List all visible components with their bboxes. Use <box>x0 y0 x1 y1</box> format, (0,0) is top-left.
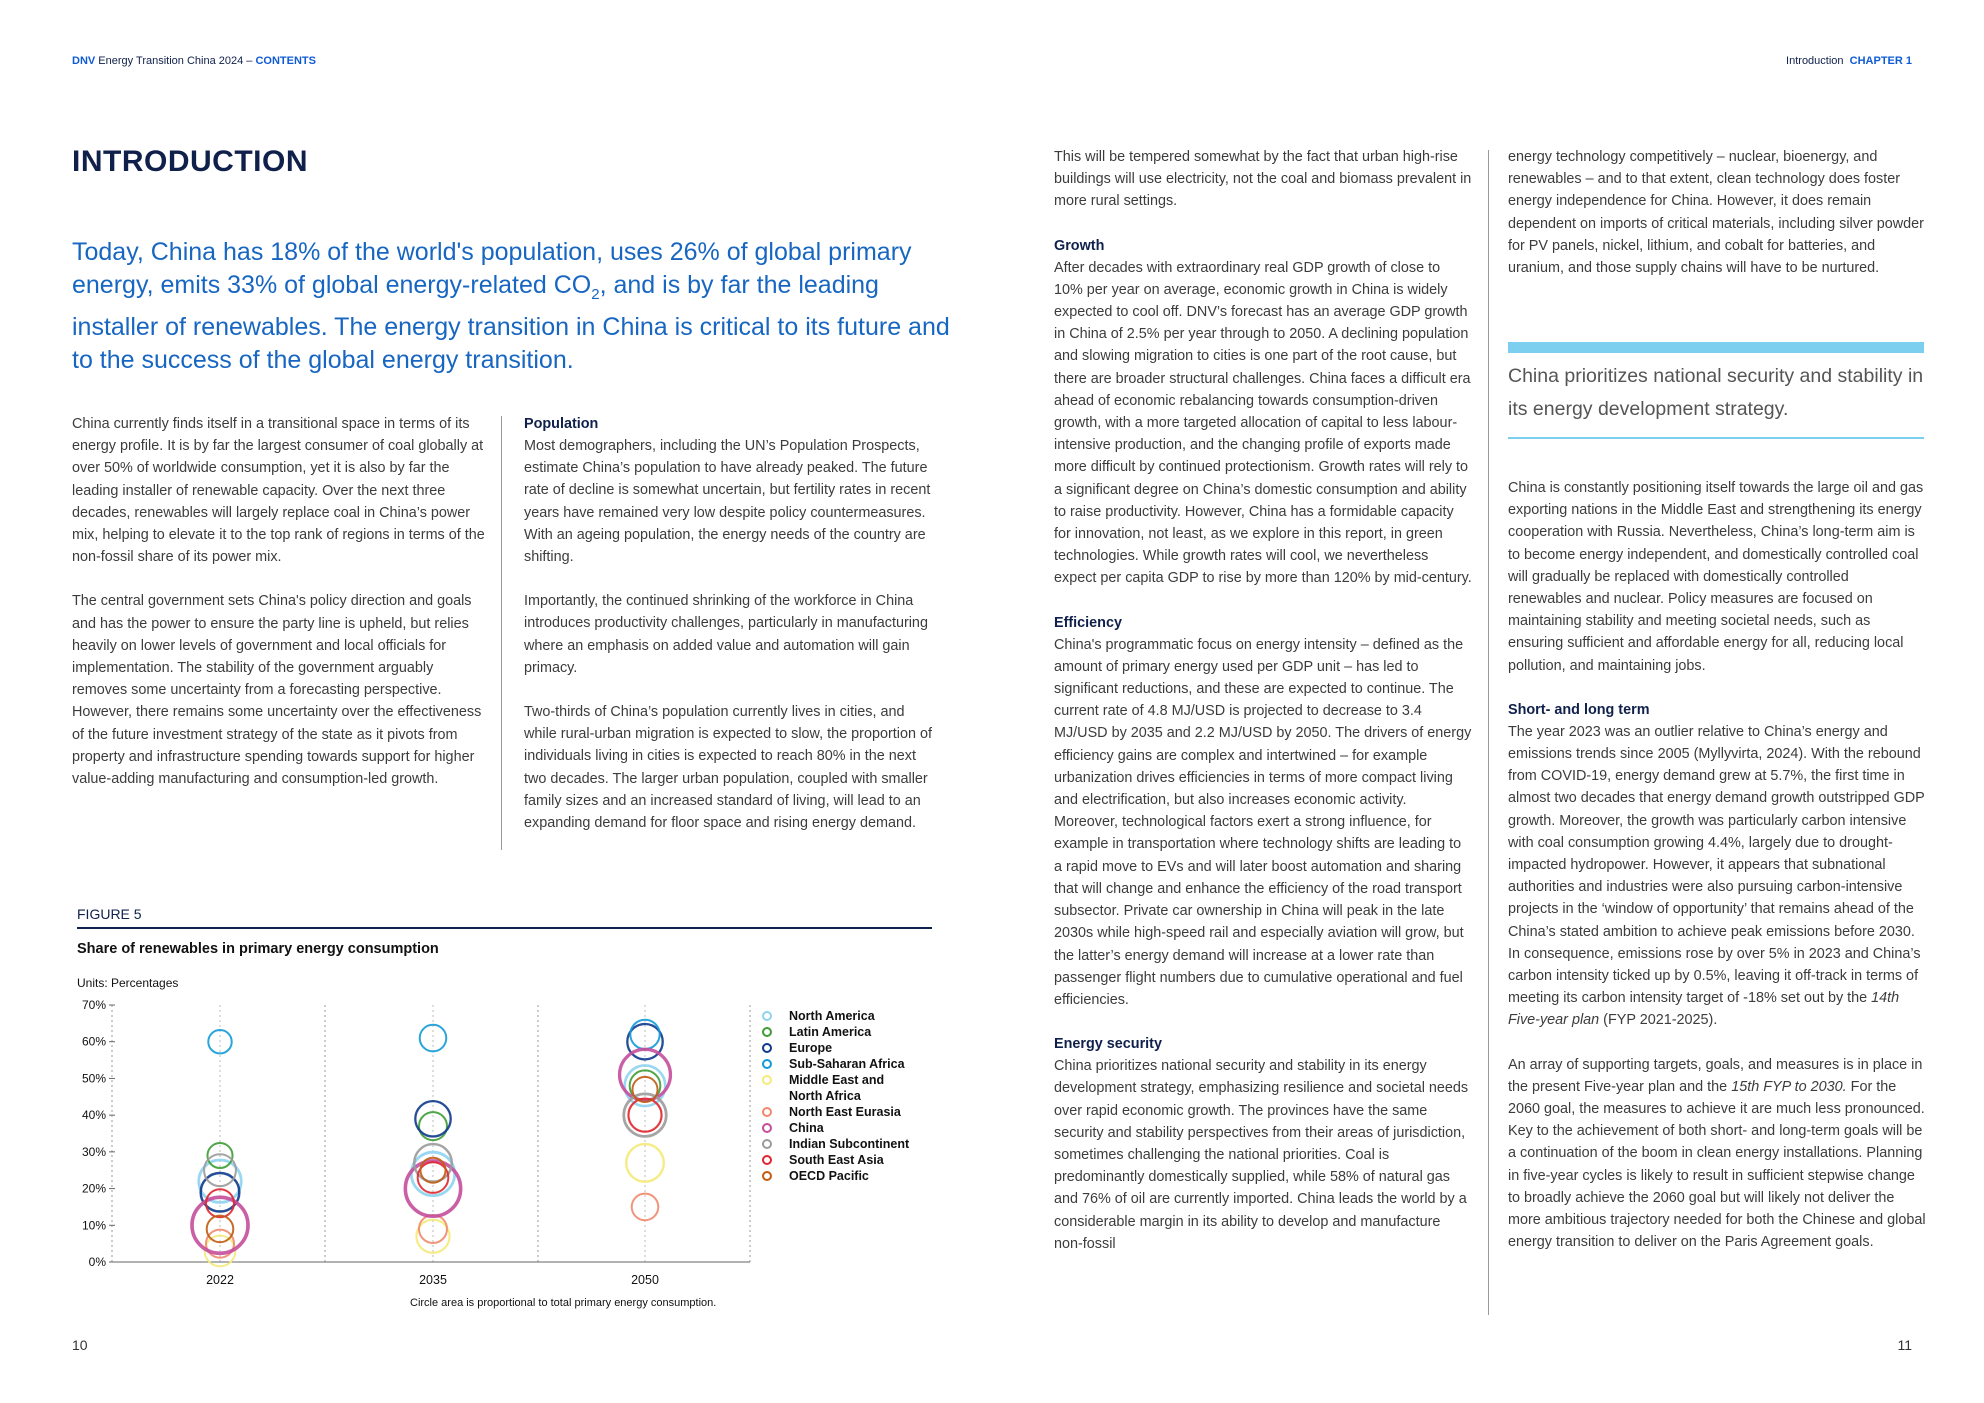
legend-item <box>762 1024 909 1040</box>
legend-item <box>762 1120 909 1136</box>
column-2 <box>524 413 934 856</box>
y-tick-label: 10% <box>81 1218 106 1233</box>
legend-swatch <box>762 1059 772 1069</box>
x-tick-label: 2050 <box>631 1273 659 1287</box>
header-right <box>1786 55 1912 67</box>
column-4-continued <box>1508 477 1926 1276</box>
section-heading-growth: Growth <box>1054 237 1105 254</box>
legend-label: North East Eurasia <box>789 1105 901 1119</box>
legend-item <box>762 1040 909 1056</box>
text-run: An array of supporting targets, goals, and measures is in place in the present Five-year plan and the <box>1508 1056 1923 1095</box>
legend-item <box>762 1136 909 1152</box>
paragraph: energy technology competitively – nuclear, bioenergy, and renewables – and to that extent, clean technology does foster energy independence for China. However, it does remain dependent on imports of critical materials, including silver powder for PV panels, nickel, lithium, and cobalt for batteries, and uranium, and those supply chains will have to be nurtured. <box>1508 149 1924 277</box>
legend-item <box>762 1168 909 1184</box>
figure-title: Share of renewables in primary energy consumption <box>77 941 439 957</box>
page-number-left: 10 <box>72 1337 88 1353</box>
text-run: For the 2060 goal, the measures to achieve it are much less pronounced. Key to the achievement of both short- and long-term goals will be a continuation of the boom in clean energy installations. Planning in five-year cycles is likely to result in sufficient stepwise change to broadly achieve the 2060 goal but will likely not deliver the more ambitious trajectory needed for both the Chinese and global energy transition to deliver on the Paris Agreement goals. <box>1508 1078 1926 1251</box>
y-tick-label: 20% <box>81 1181 106 1196</box>
text-run: The year 2023 was an outlier relative to China’s energy and emissions trends since 2005 (Myllyvirta, 2024). With the rebound from COVID-19, energy demand grew at 5.7%, the first time in almost two decades that energy demand growth outstripped GDP growth. Moreover, the growth was particularly carbon intensive with coal consumption growing 4.4%, largely due to drought-impacted hydropower. However, it appears that subnational authorities and industries were also pursuing carbon-intensive projects in the ‘window of opportunity’ that remains ahead of the China’s stated ambition to achieve peak emissions before 2030. In consequence, emissions rose by over 5% in 2023 and China’s carbon intensity ticked up by 0.5%, leaving it off-track in terms of meeting its carbon intensity target of -18% set out by the <box>1508 723 1925 1007</box>
lead-paragraph <box>72 236 972 377</box>
chapter-label: CHAPTER 1 <box>1849 55 1912 67</box>
section-heading-efficiency: Efficiency <box>1054 614 1122 631</box>
legend-label: China <box>789 1121 824 1135</box>
paragraph: China currently finds itself in a transitional space in terms of its energy profile. It is by far the largest consumer of coal globally at over 50% of worldwide consumption, yet it is also by far the leading installer of renewable capacity. Over the next three decades, renewables will largely replace coal in China’s power mix, helping to elevate it to the top rank of regions in terms of the non-fossil share of its power mix. <box>72 416 485 566</box>
paragraph: China prioritizes national security and stability in its energy development strategy, emphasizing resilience and societal needs over rapid economic growth. The provinces have the same security and stability perspectives from their areas of jurisdiction, sometimes challenging the national priorities. Coal is predominantly domestically supplied, while 58% of natural gas and 76% of oil are currently imported. China leads the world by a considerable margin in its ability to develop and manufacture non-fossil <box>1054 1058 1469 1252</box>
figure-units: Units: Percentages <box>77 976 179 990</box>
plan-name: 14th Five-year plan <box>1508 990 1900 1029</box>
header-left <box>72 55 316 67</box>
paragraph <box>1508 721 1926 1032</box>
section-heading-energy-security: Energy security <box>1054 1036 1162 1053</box>
legend-label: South East Asia <box>789 1153 884 1167</box>
legend-label: Middle East and North Africa <box>789 1073 885 1103</box>
legend-label: Europe <box>789 1041 833 1055</box>
legend-swatch <box>762 1027 772 1037</box>
column-divider <box>1488 150 1489 1315</box>
legend-item <box>762 1008 909 1024</box>
legend-label: North America <box>789 1009 875 1023</box>
legend-label: Latin America <box>789 1025 872 1039</box>
x-tick-label: 2022 <box>206 1273 234 1287</box>
legend-item <box>762 1072 909 1104</box>
figure-note: Circle area is proportional to total primary energy consumption. <box>410 1297 717 1309</box>
legend-swatch <box>762 1139 772 1149</box>
pullquote-bar <box>1508 342 1924 353</box>
figure-rule <box>77 927 932 929</box>
y-tick-label: 40% <box>81 1108 106 1123</box>
legend-item <box>762 1056 909 1072</box>
legend-label: OECD Pacific <box>789 1169 869 1183</box>
legend-item <box>762 1152 909 1168</box>
paragraph: Two-thirds of China’s population currently lives in cities, and while rural-urban migration is expected to slow, the proportion of individuals living in cities is expected to reach 80% in the next two decades. The larger urban population, coupled with smaller family sizes and an increased standard of living, will lead to an expanding demand for floor space and rising energy demand. <box>524 704 932 832</box>
x-tick-label: 2035 <box>419 1273 447 1287</box>
plan-name: 15th FYP to 2030. <box>1731 1078 1847 1095</box>
report-title: Energy Transition China 2024 – <box>98 55 253 67</box>
text-run: (FYP 2021-2025). <box>1599 1012 1718 1029</box>
y-tick-label: 70% <box>81 998 106 1012</box>
legend-label: Indian Subcontinent <box>789 1137 910 1151</box>
paragraph: Most demographers, including the UN’s Population Prospects, estimate China’s population to have already peaked. The future rate of decline is somewhat uncertain, but fertility rates in recent years have remained very low despite policy countermeasures. With an ageing population, the energy needs of the country are shifting. <box>524 438 931 566</box>
section-heading-population: Population <box>524 416 599 432</box>
page-number-right: 11 <box>1897 1337 1912 1353</box>
column-divider <box>501 416 502 850</box>
legend-swatch <box>762 1123 772 1133</box>
lead-text-2: , and is by far the leading installer of renewables. The energy transition in China is critical to its future and to the success of the global energy transition. <box>72 271 950 374</box>
y-tick-label: 0% <box>88 1255 106 1269</box>
paragraph: This will be tempered somewhat by the fact that urban high-rise buildings will use electricity, not the coal and biomass prevalent in more rural settings. <box>1054 149 1472 210</box>
paragraph <box>1508 1054 1926 1254</box>
column-4 <box>1508 146 1926 301</box>
brand: DNV <box>72 55 96 67</box>
paragraph: The central government sets China's policy direction and goals and has the power to ensure the party line is upheld, but relies heavily on lower levels of government and local officials for implementation. The stability of the government arguably removes some uncertainty from a forecasting perspective. However, there remains some uncertainty over the effectiveness of the future investment strategy of the state as it pivots from property and infrastructure spending towards support for higher value-adding manufacturing and consumption-led growth. <box>72 593 482 788</box>
column-1 <box>72 413 492 812</box>
lead-text-1: Today, China has 18% of the world's population, uses 26% of global primary energy, emits 33% of global energy-related CO <box>72 238 912 299</box>
paragraph: Importantly, the continued shrinking of the workforce in China introduces productivity challenges, particularly in manufacturing where an emphasis on added value and automation will gain primacy. <box>524 593 928 676</box>
legend-swatch <box>762 1043 772 1053</box>
legend-label: Sub-Saharan Africa <box>789 1057 905 1071</box>
legend-swatch <box>762 1107 772 1117</box>
bubble-sub-saharan-africa-2035 <box>420 1025 447 1052</box>
column-3 <box>1054 146 1472 1277</box>
legend-swatch <box>762 1171 772 1181</box>
page-title: INTRODUCTION <box>72 145 308 178</box>
chart-legend <box>762 1008 909 1184</box>
legend-item <box>762 1104 909 1120</box>
y-tick-label: 60% <box>81 1034 106 1049</box>
pullquote-rule <box>1508 437 1924 439</box>
paragraph: China is constantly positioning itself towards the large oil and gas exporting nations in the Middle East and strengthening its energy cooperation with Russia. Nevertheless, China’s long-term aim is to become energy independent, and domestically controlled coal will gradually be replaced with domestically controlled renewables and nuclear. Policy measures are focused on maintaining stability and meeting societal needs, such as ensuring sufficient and affordable energy for all, reducing local pollution, and maintaining jobs. <box>1508 480 1924 674</box>
y-tick-label: 50% <box>81 1071 106 1086</box>
pullquote: China prioritizes national security and stability in its energy development strategy. <box>1508 365 1924 420</box>
legend-swatch <box>762 1075 772 1085</box>
bubble-chart <box>60 995 760 1295</box>
lead-subscript: 2 <box>591 286 600 303</box>
section-heading-short-long-term: Short- and long term <box>1508 701 1650 718</box>
paragraph: After decades with extraordinary real GDP growth of close to 10% per year on average, economic growth in China is widely expected to cool off. DNV’s forecast has an average GDP growth in China of 2.5% per year through to 2050. A declining population and slowing migration to cities is one part of the root cause, but there are broader structural challenges. China faces a difficult era ahead of economic rebalancing towards consumption-driven growth, with a more targeted allocation of capital to less labour-intensive production, and the changing profile of exports made more difficult by continued protectionism. Growth rates will rely to a significant degree on China’s domestic consumption and ability to raise productivity. However, China has a formidable capacity for innovation, not least, as we explore in this report, in green technologies. While growth rates will cool, we nevertheless expect per capita GDP to rise by more than 120% by mid-century. <box>1054 259 1472 587</box>
section-name: Introduction <box>1786 55 1844 67</box>
bubble-china-2035 <box>405 1161 460 1216</box>
figure-label: FIGURE 5 <box>77 906 142 922</box>
legend-swatch <box>762 1011 772 1021</box>
contents-link[interactable]: CONTENTS <box>255 55 316 67</box>
paragraph: China's programmatic focus on energy intensity – defined as the amount of primary energy used per GDP unit – has led to significant reductions, and these are expected to continue. The current rate of 4.8 MJ/USD is projected to decrease to 3.4 MJ/USD by 2035 and 2.2 MJ/USD by 2050. The drivers of energy efficiency gains are complex and intertwined – for example urbanization drives efficiencies in terms of more compact living and electrification, but also increases economic activity. Moreover, technological factors exert a strong influence, for example in transportation where technology shifts are leading to a rapid move to EVs and will later boost automation and sharing that will change and enhance the efficiency of the road transport subsector. Private car ownership in China will peak in the late 2030s while high-speed rail and especially aviation will grow, but the latter’s energy demand will increase at a lower rate than passenger flight numbers due to cumulative operational and fuel efficiencies. <box>1054 636 1472 1008</box>
legend-swatch <box>762 1155 772 1165</box>
y-tick-label: 30% <box>81 1144 106 1159</box>
